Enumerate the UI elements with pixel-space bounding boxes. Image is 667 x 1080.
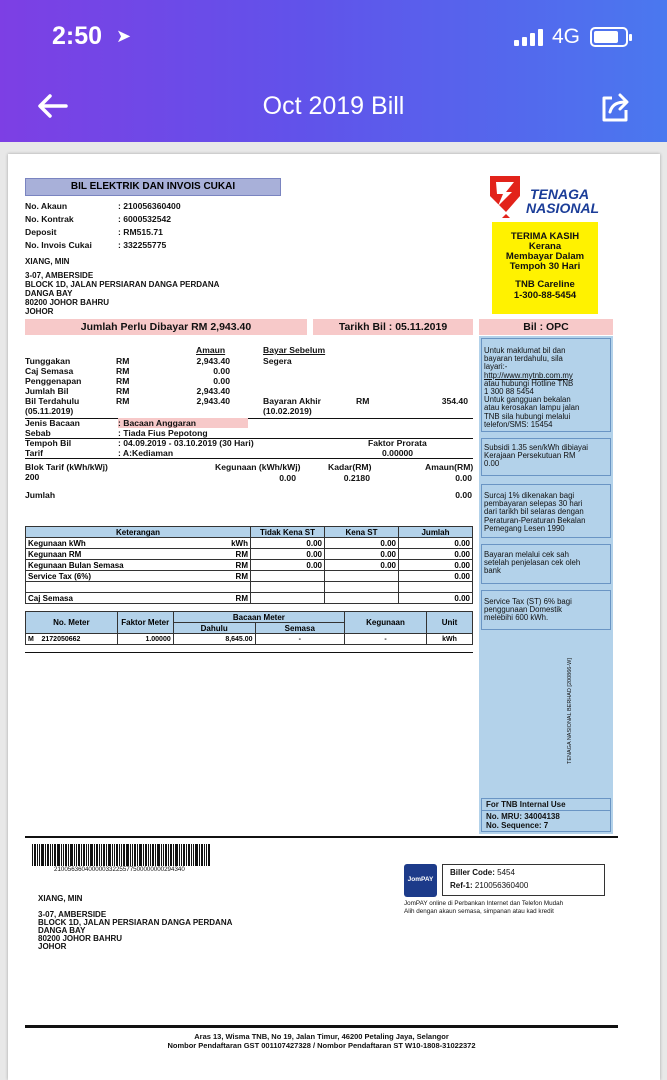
- customer-name: XIANG, MIN: [25, 257, 70, 266]
- divider: [25, 418, 473, 419]
- side-note-line: layari:-: [484, 362, 508, 372]
- tnb-logo-icon: [486, 174, 524, 218]
- reading-type-label: Jenis Bacaan: [25, 418, 80, 428]
- thanks-line: Tempoh 30 Hari: [509, 261, 581, 272]
- side-note-line: 1 300 88 5454: [484, 387, 534, 397]
- charges-table: [25, 526, 473, 604]
- biller-code-label: Biller Code:: [450, 868, 495, 877]
- meter-header: Bacaan Meter: [173, 612, 344, 623]
- thanks-line: Membayar Dalam: [505, 251, 585, 262]
- side-note-line: Untuk maklumat bil dan: [484, 346, 566, 355]
- summary-currency: RM: [116, 386, 130, 396]
- amount-value: 0.00: [455, 473, 472, 483]
- meter-header: No. Meter: [26, 612, 118, 634]
- charge-unit: RM: [211, 571, 251, 582]
- internal-title: For TNB Internal Use: [486, 800, 566, 809]
- careline-phone: 1-300-88-5454: [513, 290, 577, 301]
- reading-type-value: : Bacaan Anggaran: [118, 418, 196, 428]
- footer-registration: Nombor Pendaftaran GST 001107427328 / Nombor Pendaftaran ST W10-1808-31022372: [167, 1041, 476, 1050]
- side-note-line: Bayaran melalui cek sah: [484, 550, 569, 559]
- vertical-company-text: TENAGA NASIONAL BERHAD [200866-W]: [567, 658, 573, 764]
- side-note-line: setelah penjelasan cek oleh: [484, 558, 581, 568]
- side-note-line: pembayaran selepas 30 hari: [484, 499, 583, 509]
- charge-label: [26, 582, 211, 593]
- address-line: 3-07, AMBERSIDE: [25, 271, 94, 280]
- meter-unit: kWh: [427, 634, 473, 645]
- address-line: BLOCK 1D, JALAN PERSIARAN DANGA PERDANA: [25, 280, 220, 289]
- side-note: [484, 492, 585, 533]
- share-icon[interactable]: [598, 90, 632, 124]
- block-header: Blok Tarif (kWh/kWj): [25, 462, 108, 472]
- charge-label: Kegunaan RM: [26, 549, 211, 560]
- side-note-line: Kerajaan Persekutuan RM: [484, 451, 576, 461]
- summary-label: Caj Semasa: [25, 366, 74, 376]
- bill-document: [8, 154, 660, 1080]
- prev-bill-date: (05.11.2019): [25, 406, 74, 416]
- meter-prev: 8,645.00: [173, 634, 255, 645]
- mru-number: No. MRU: 34004138: [486, 812, 560, 821]
- side-note-line: TNB sila hubungi melalui: [484, 411, 571, 421]
- prorata-label: Faktor Prorata: [368, 438, 427, 448]
- meter-usage: -: [345, 634, 427, 645]
- charge-not-taxed: [251, 571, 325, 582]
- rate-header: Kadar(RM): [328, 462, 372, 472]
- jompay-logo: JomPAY: [407, 876, 434, 883]
- ref-code: [450, 882, 528, 890]
- charges-header: Kena ST: [325, 527, 399, 538]
- charges-header: Tidak Kena ST: [251, 527, 325, 538]
- charge-taxed: 0.00: [325, 560, 399, 571]
- label-invoice-no: No. Invois Cukai: [25, 240, 92, 250]
- meter-cur: -: [255, 634, 344, 645]
- charge-total: 0.00: [399, 571, 473, 582]
- charge-total: 0.00: [399, 560, 473, 571]
- tariff-label: Tarif: [25, 448, 43, 458]
- meter-header: Semasa: [255, 623, 344, 634]
- bill-type: Bil : OPC: [523, 321, 569, 333]
- charge-label: Kegunaan Bulan Semasa: [26, 560, 211, 571]
- total-value: 0.00: [455, 490, 472, 500]
- table-row: [26, 549, 473, 560]
- charges-header: Jumlah: [399, 527, 473, 538]
- battery-icon: [590, 27, 628, 47]
- logo-text: NASIONAL: [526, 200, 600, 216]
- side-note-line: 0.00: [484, 459, 500, 469]
- address-line: JOHOR: [25, 307, 54, 316]
- tariff-value: : A:Kediaman: [118, 448, 174, 458]
- last-payment-label: Bayaran Akhir: [263, 396, 321, 406]
- table-row: [26, 593, 473, 604]
- label-contract-no: No. Kontrak: [25, 214, 74, 224]
- address-line: 80200 JOHOR BAHRU: [25, 298, 110, 307]
- side-note-line: Surcaj 1% dikenakan bagi: [484, 491, 575, 500]
- charge-total: 0.00: [399, 538, 473, 549]
- charge-not-taxed: 0.00: [251, 549, 325, 560]
- divider: [25, 458, 473, 459]
- summary-amount: 0.00: [213, 376, 230, 386]
- summary-amount: 2,943.40: [196, 386, 230, 396]
- meter-header: Dahulu: [173, 623, 255, 634]
- side-note: [484, 347, 579, 429]
- charge-unit: RM: [211, 593, 251, 604]
- charge-taxed: 0.00: [325, 549, 399, 560]
- summary-amount: 2,943.40: [196, 396, 230, 406]
- label-deposit: Deposit: [25, 227, 57, 237]
- usage-value: 0.00: [279, 473, 296, 483]
- table-row: [26, 582, 473, 593]
- charge-total: 0.00: [399, 549, 473, 560]
- table-row: [26, 560, 473, 571]
- side-note-line: atau hubungi Hotline TNB: [484, 378, 574, 388]
- value-contract-no: : 6000532542: [118, 214, 172, 224]
- charge-taxed: [325, 582, 399, 593]
- meter-table: [25, 611, 473, 645]
- value-invoice-no: : 332255775: [118, 240, 167, 250]
- rate-value: 0.2180: [343, 473, 370, 483]
- meter-header: Unit: [427, 612, 473, 634]
- label-account-no: No. Akaun: [25, 201, 68, 211]
- address-line: DANGA BAY: [38, 926, 86, 935]
- charge-not-taxed: [251, 582, 325, 593]
- meter-no: 2172050662: [40, 634, 118, 645]
- summary-label: Jumlah Bil: [25, 386, 69, 396]
- summary-currency: RM: [116, 376, 130, 386]
- address-line: BLOCK 1D, JALAN PERSIARAN DANGA PERDANA: [38, 918, 233, 927]
- pay-before-value: Segera: [263, 356, 292, 366]
- thanks-line: Kerana: [528, 241, 562, 252]
- period-value: : 04.09.2019 - 03.10.2019 (30 Hari): [118, 438, 254, 448]
- side-note-line: telefon/SMS: 15454: [484, 419, 553, 429]
- meter-type: M: [26, 634, 40, 645]
- summary-currency: RM: [116, 396, 130, 406]
- reason-label: Sebab: [25, 428, 51, 438]
- side-note-line: dari tarikh bil selaras dengan: [484, 507, 584, 517]
- charge-taxed: [325, 571, 399, 582]
- prorata-value: 0.00000: [382, 448, 414, 458]
- ref-label: Ref-1:: [450, 881, 473, 890]
- side-note-line: penggunaan Domestik: [484, 605, 563, 615]
- last-payment-currency: RM: [356, 396, 370, 406]
- divider: [25, 1025, 618, 1028]
- usage-header: Kegunaan (kWh/kWj): [215, 462, 301, 472]
- status-time: 2:50: [52, 22, 103, 50]
- side-note-line: Subsidi 1.35 sen/kWh dibiayai: [484, 443, 589, 452]
- network-type: 4G: [552, 25, 581, 48]
- value-deposit: : RM515.71: [118, 227, 163, 237]
- summary-currency: RM: [116, 366, 130, 376]
- side-note-line: Service Tax (ST) 6% bagi: [484, 597, 572, 606]
- side-note: [484, 444, 588, 469]
- side-note-line: Pemegang Lesen 1990: [484, 523, 565, 533]
- meter-factor: 1.00000: [117, 634, 173, 645]
- last-payment-amount: 354.40: [441, 396, 468, 406]
- bill-date: Tarikh Bil : 05.11.2019: [338, 321, 448, 333]
- address-line: 80200 JOHOR BAHRU: [38, 934, 123, 943]
- divider: [482, 810, 610, 811]
- last-payment-date: (10.02.2019): [263, 406, 312, 416]
- charge-label: Kegunaan kWh: [26, 538, 211, 549]
- bill-header-title: BIL ELEKTRIK DAN INVOIS CUKAI: [25, 178, 281, 196]
- side-note-line: melebihi 600 kWh.: [484, 613, 549, 623]
- summary-amount: 2,943.40: [196, 356, 230, 366]
- charge-not-taxed: [251, 593, 325, 604]
- address-line: 3-07, AMBERSIDE: [38, 910, 107, 919]
- charge-taxed: 0.00: [325, 538, 399, 549]
- footer-address: Aras 13, Wisma TNB, No 19, Jalan Timur, 46200 Petaling Jaya, Selangor: [194, 1032, 449, 1041]
- page-title: Oct 2019 Bill: [262, 92, 405, 120]
- charge-taxed: [325, 593, 399, 604]
- bill-viewer[interactable]: [0, 142, 667, 1080]
- side-note-line: Peraturan-Peraturan Bekalan: [484, 515, 586, 525]
- side-note-line: Untuk gangguan bekalan: [484, 395, 571, 405]
- barcode-image: [32, 844, 232, 866]
- logo-text: TENAGA: [530, 186, 590, 202]
- col-bayar-sebelum: Bayar Sebelum: [263, 345, 326, 355]
- signal-icon: [514, 28, 544, 46]
- amount-header: Amaun(RM): [425, 462, 474, 472]
- total-due: Jumlah Perlu Dibayar RM 2,943.40: [80, 321, 252, 333]
- period-label: Tempoh Bil: [25, 438, 72, 448]
- address-line: JOHOR: [38, 942, 67, 951]
- side-note-line: bayaran terdahulu, sila: [484, 354, 563, 364]
- biller-code: [450, 869, 515, 877]
- summary-currency: RM: [116, 356, 130, 366]
- biller-code-value: 5454: [497, 868, 515, 877]
- meter-header: Kegunaan: [345, 612, 427, 634]
- summary-label: Tunggakan: [25, 356, 71, 366]
- ref-value: 210056360400: [474, 881, 529, 890]
- charge-not-taxed: 0.00: [251, 538, 325, 549]
- col-amaun: Amaun: [196, 345, 226, 355]
- charge-not-taxed: 0.00: [251, 560, 325, 571]
- summary-amount: 0.00: [213, 366, 230, 376]
- charge-unit: kWh: [211, 538, 251, 549]
- address-line: DANGA BAY: [25, 289, 73, 298]
- meter-header: Faktor Meter: [117, 612, 173, 634]
- side-note: [484, 551, 580, 576]
- charge-total: 0.00: [399, 593, 473, 604]
- thanks-line: TERIMA KASIH: [510, 231, 580, 242]
- barcode-number: 21005636040000033225577500000000294340: [54, 866, 185, 873]
- charge-label: Service Tax (6%): [26, 571, 211, 582]
- summary-label: Penggenapan: [25, 376, 82, 386]
- reason-value: : Tiada Fius Pepotong: [118, 428, 208, 438]
- jompay-desc: JomPAY online di Perbankan Internet dan Telefon Mudah: [404, 900, 564, 907]
- sequence-number: No. Sequence: 7: [486, 821, 549, 830]
- divider: [25, 652, 473, 653]
- customer-name: XIANG, MIN: [38, 894, 83, 903]
- charges-header: Keterangan: [26, 527, 251, 538]
- total-label: Jumlah: [25, 490, 56, 500]
- side-note-link[interactable]: http://www.mytnb.com.my: [484, 370, 573, 380]
- app-header: [0, 0, 667, 142]
- careline-line: TNB Careline: [515, 279, 575, 290]
- table-row: [26, 634, 473, 645]
- side-note: [484, 598, 572, 623]
- block-value: 200: [25, 472, 40, 482]
- divider: [25, 836, 618, 838]
- location-icon: ➤: [116, 26, 132, 46]
- value-account-no: : 210056360400: [118, 201, 181, 211]
- summary-label: Bil Terdahulu: [25, 396, 80, 406]
- table-row: [26, 571, 473, 582]
- table-row: [26, 538, 473, 549]
- side-note-line: bank: [484, 566, 501, 576]
- charge-unit: RM: [211, 549, 251, 560]
- jompay-desc: Alih dengan akaun semasa, simpanan atau kad kredit: [404, 908, 554, 915]
- charge-unit: RM: [211, 560, 251, 571]
- charge-label: Caj Semasa: [26, 593, 211, 604]
- side-note-line: atau kerosakan lampu jalan: [484, 403, 580, 413]
- charge-total: [399, 582, 473, 593]
- charge-unit: [211, 582, 251, 593]
